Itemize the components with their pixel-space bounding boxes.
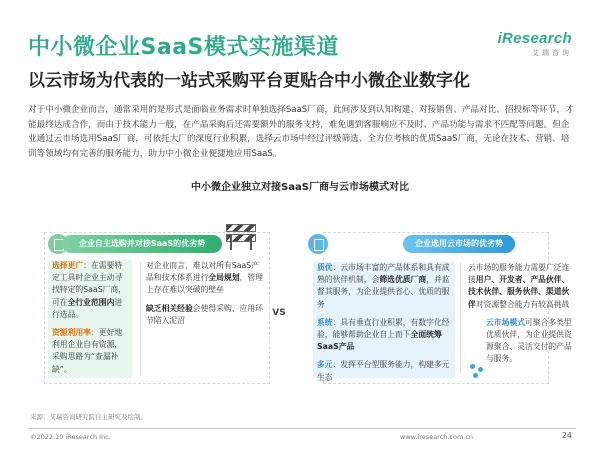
website-url: www.iresearch.com.cn: [400, 433, 474, 441]
right-disadvantages: [468, 262, 572, 372]
footer-divider: [28, 428, 576, 429]
divider: [460, 262, 461, 374]
left-panel-header: 企业自主选购并对接SaaS的优劣势: [62, 235, 222, 253]
left-adv-item: 资源利用率：更好地利用企业自有资源，采购思路为“查漏补缺”。: [52, 328, 123, 374]
copyright: ©2022.10 iResearch Inc.: [30, 433, 111, 441]
divider: [140, 262, 141, 376]
right-advantages: [313, 262, 455, 382]
left-dis-item: 对企业而言，难以对所有SaaS产品和技术体系进行全局规划，管理上存在难以突破的壁垒: [146, 261, 263, 295]
right-adv-item: 系统：具有垂直行业积累，有数字化经验，能够帮助企业自上而下全面统筹SaaS产品: [317, 317, 450, 352]
iresearch-logo: [498, 30, 572, 58]
vs-label: VS: [272, 308, 286, 318]
source-note: 来源：艾瑞咨询研究院自主研究及绘制。: [30, 413, 147, 421]
right-adv-item: 质优：云市场丰富的产品体系和具有成熟的伙伴机制，会筛选优质厂商，并监督其服务，为企业提供省心、优质的服务: [317, 263, 450, 309]
page-subtitle: 以云市场为代表的一站式采购平台更贴合中小微企业数字化: [28, 71, 470, 91]
right-dis-item: 云市场模式可聚合多类型优质伙伴，为企业提供资源聚合、灵活交付的产品与服务。: [486, 317, 572, 364]
right-dis-item: 云市场的服务能力需要广泛连接用户、开发者、产品伙伴、技术伙伴、服务伙伴、渠道伙伴对资源整合能力有较高挑战: [468, 263, 570, 309]
left-adv-item: 选择更广：在需要特定工具时企业主动寻找特定的SaaS厂商，可在全行业范围内进行选品。: [52, 261, 127, 319]
left-dis-item: 缺乏相关经验会使得采购、应用环节陷入泥沼: [146, 303, 263, 325]
logo-sub-text: 艾瑞咨询: [532, 49, 572, 57]
comparison-title: 中小微企业独立对接SaaS厂商与云市场模式对比: [191, 182, 409, 193]
roadblock-icon: [226, 222, 256, 250]
left-disadvantages: [146, 260, 266, 333]
network-icon: [470, 364, 486, 380]
page-title: 中小微企业SaaS模式实施渠道: [28, 35, 339, 60]
left-advantages: [48, 260, 132, 378]
logo-main-text: iResearch: [497, 30, 572, 47]
intro-paragraph: 对于中小微企业而言，通常采用的是形式是面临业务需求时单独选择SaaS厂商，此间涉及到认知构建、对接销售、产品对比、招投标等环节，才能最终达成合作，而由于技术能力一般，在产品采购后还需要额外的服务支持，难免遇到客服响应不及时、产品功能与需求不匹配等问题。但企业通过云市场选用SaaS厂商，可依托大厂的深度行业积累，选择云市场中经过评级筛选、全方位考核的优质SaaS厂商，无论在技术、营销、培训等领域均有完善的服务能力，助力中小微企业便捷地应用SaaS。: [28, 105, 574, 159]
cloud-document-icon: [306, 232, 330, 256]
right-panel-header: 企业选用云市场的优劣势: [403, 235, 515, 253]
page-number: 24: [561, 431, 572, 440]
right-adv-item: 多元：发挥平台型服务能力，构建多元生态: [317, 360, 450, 382]
